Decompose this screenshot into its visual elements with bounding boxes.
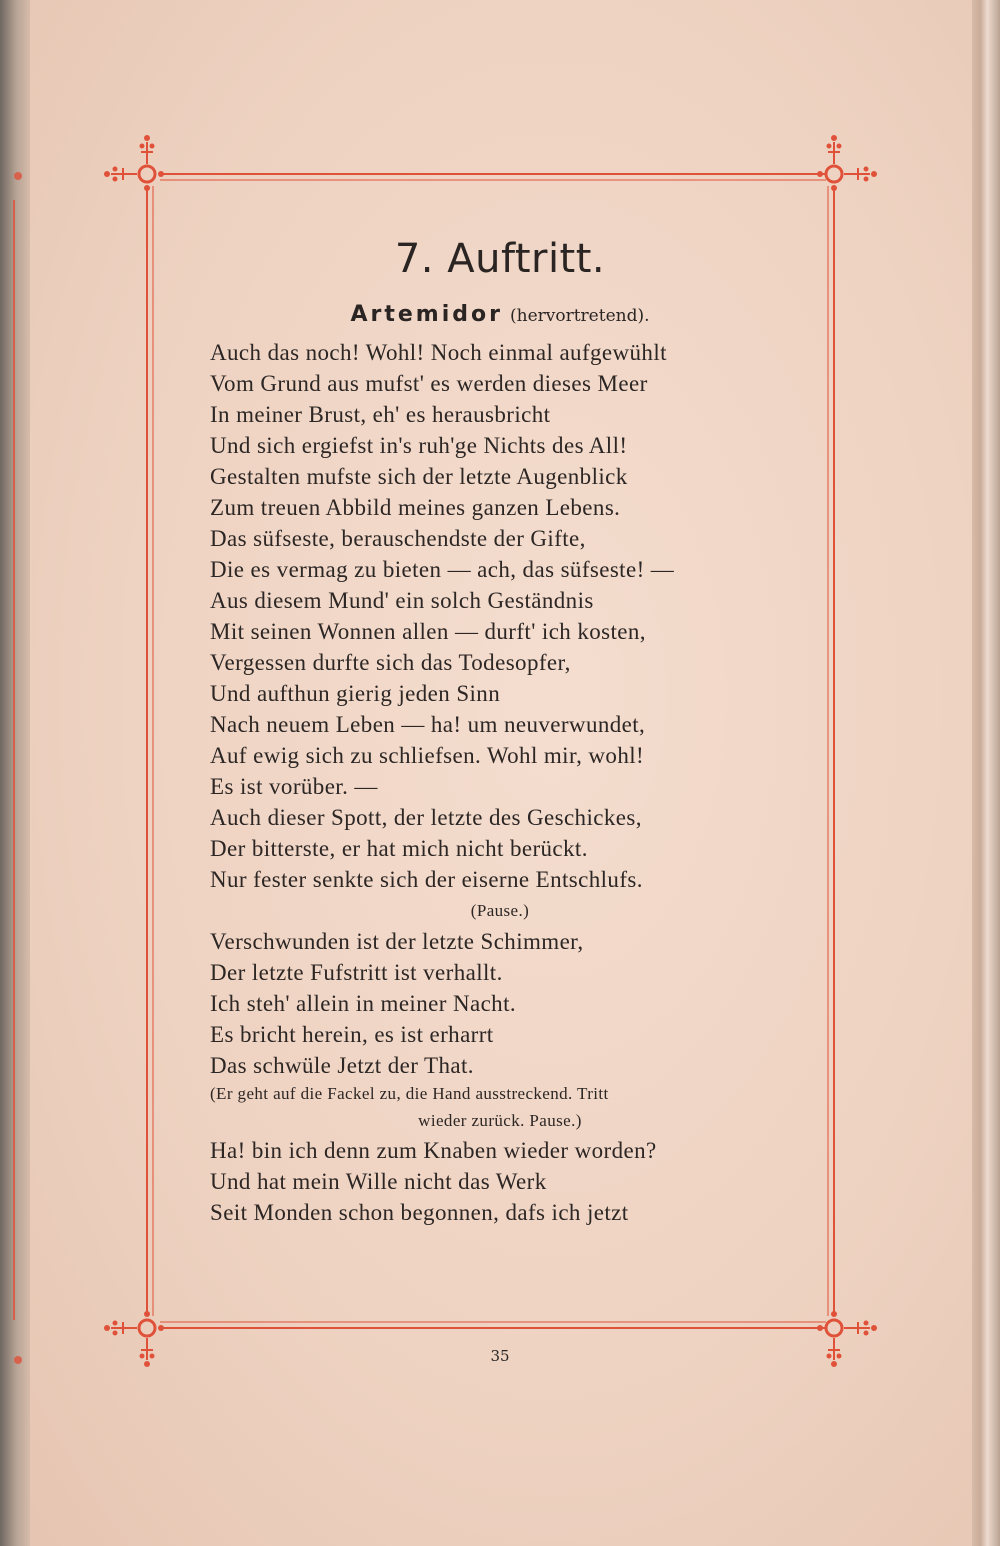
- verse-line: Es ist vorüber. —: [210, 774, 378, 799]
- verse-line: Gestalten mufste sich der letzte Augenblick: [210, 464, 628, 489]
- verse-line: Nach neuem Leben — ha! um neuverwundet,: [210, 712, 646, 737]
- verse-line: Und sich ergiefst in's ruh'ge Nichts des All!: [210, 433, 628, 458]
- scene-heading: 7. Auftritt.: [394, 236, 606, 282]
- verse-line: Ich steh' allein in meiner Nacht.: [210, 991, 517, 1016]
- stage-direction: (Pause.): [470, 901, 530, 920]
- verse-line: Auch dieser Spott, der letzte des Geschickes,: [210, 805, 642, 830]
- verse-line: Mit seinen Wonnen allen — durft' ich kosten,: [210, 619, 646, 644]
- verse-line: Aus diesem Mund' ein solch Geständnis: [210, 588, 594, 613]
- stage-direction: (hervortretend).: [509, 306, 650, 326]
- speaker-name: Artemidor: [350, 302, 503, 327]
- verse-line: Seit Monden schon begonnen, dafs ich jetzt: [210, 1200, 629, 1225]
- verse-line: Auf ewig sich zu schliefsen. Wohl mir, wohl!: [210, 743, 645, 768]
- page-number: 35: [490, 1347, 510, 1365]
- verse-block: [210, 337, 790, 1228]
- verse-line: Vergessen durfte sich das Todesopfer,: [210, 650, 571, 675]
- stage-direction: wieder zurück. Pause.): [418, 1111, 582, 1130]
- verse-line: Vom Grund aus mufst' es werden dieses Meer: [210, 371, 648, 396]
- corner-ornament-top-right: [817, 135, 877, 191]
- verse-line: Zum treuen Abbild meines ganzen Lebens.: [210, 495, 621, 520]
- verse-line: Und hat mein Wille nicht das Werk: [210, 1169, 547, 1194]
- verse-line: Das schwüle Jetzt der That.: [210, 1053, 474, 1078]
- verse-line: Die es vermag zu bieten — ach, das süfseste! —: [210, 557, 675, 582]
- verse-line: Ha! bin ich denn zum Knaben wieder worden?: [210, 1138, 657, 1163]
- corner-ornament-top-left: [104, 135, 164, 191]
- verse-line: Der bitterste, er hat mich nicht berückt.: [210, 836, 588, 861]
- verse-line: Das süfseste, berauschendste der Gifte,: [210, 526, 586, 551]
- verse-line: Es bricht herein, es ist erharrt: [210, 1022, 494, 1047]
- verse-line: Der letzte Fufstritt ist verhallt.: [210, 960, 503, 985]
- stage-direction: (Er geht auf die Fackel zu, die Hand ausstreckend. Tritt: [210, 1084, 609, 1103]
- verse-line: Verschwunden ist der letzte Schimmer,: [210, 929, 584, 954]
- verse-line: Auch das noch! Wohl! Noch einmal aufgewühlt: [210, 340, 667, 365]
- speaker-line: [0, 302, 1000, 327]
- verse-line: In meiner Brust, eh' es herausbricht: [210, 402, 551, 427]
- verse-line: Und aufthun gierig jeden Sinn: [210, 681, 501, 706]
- verse-line: Nur fester senkte sich der eiserne Entschlufs.: [210, 867, 643, 892]
